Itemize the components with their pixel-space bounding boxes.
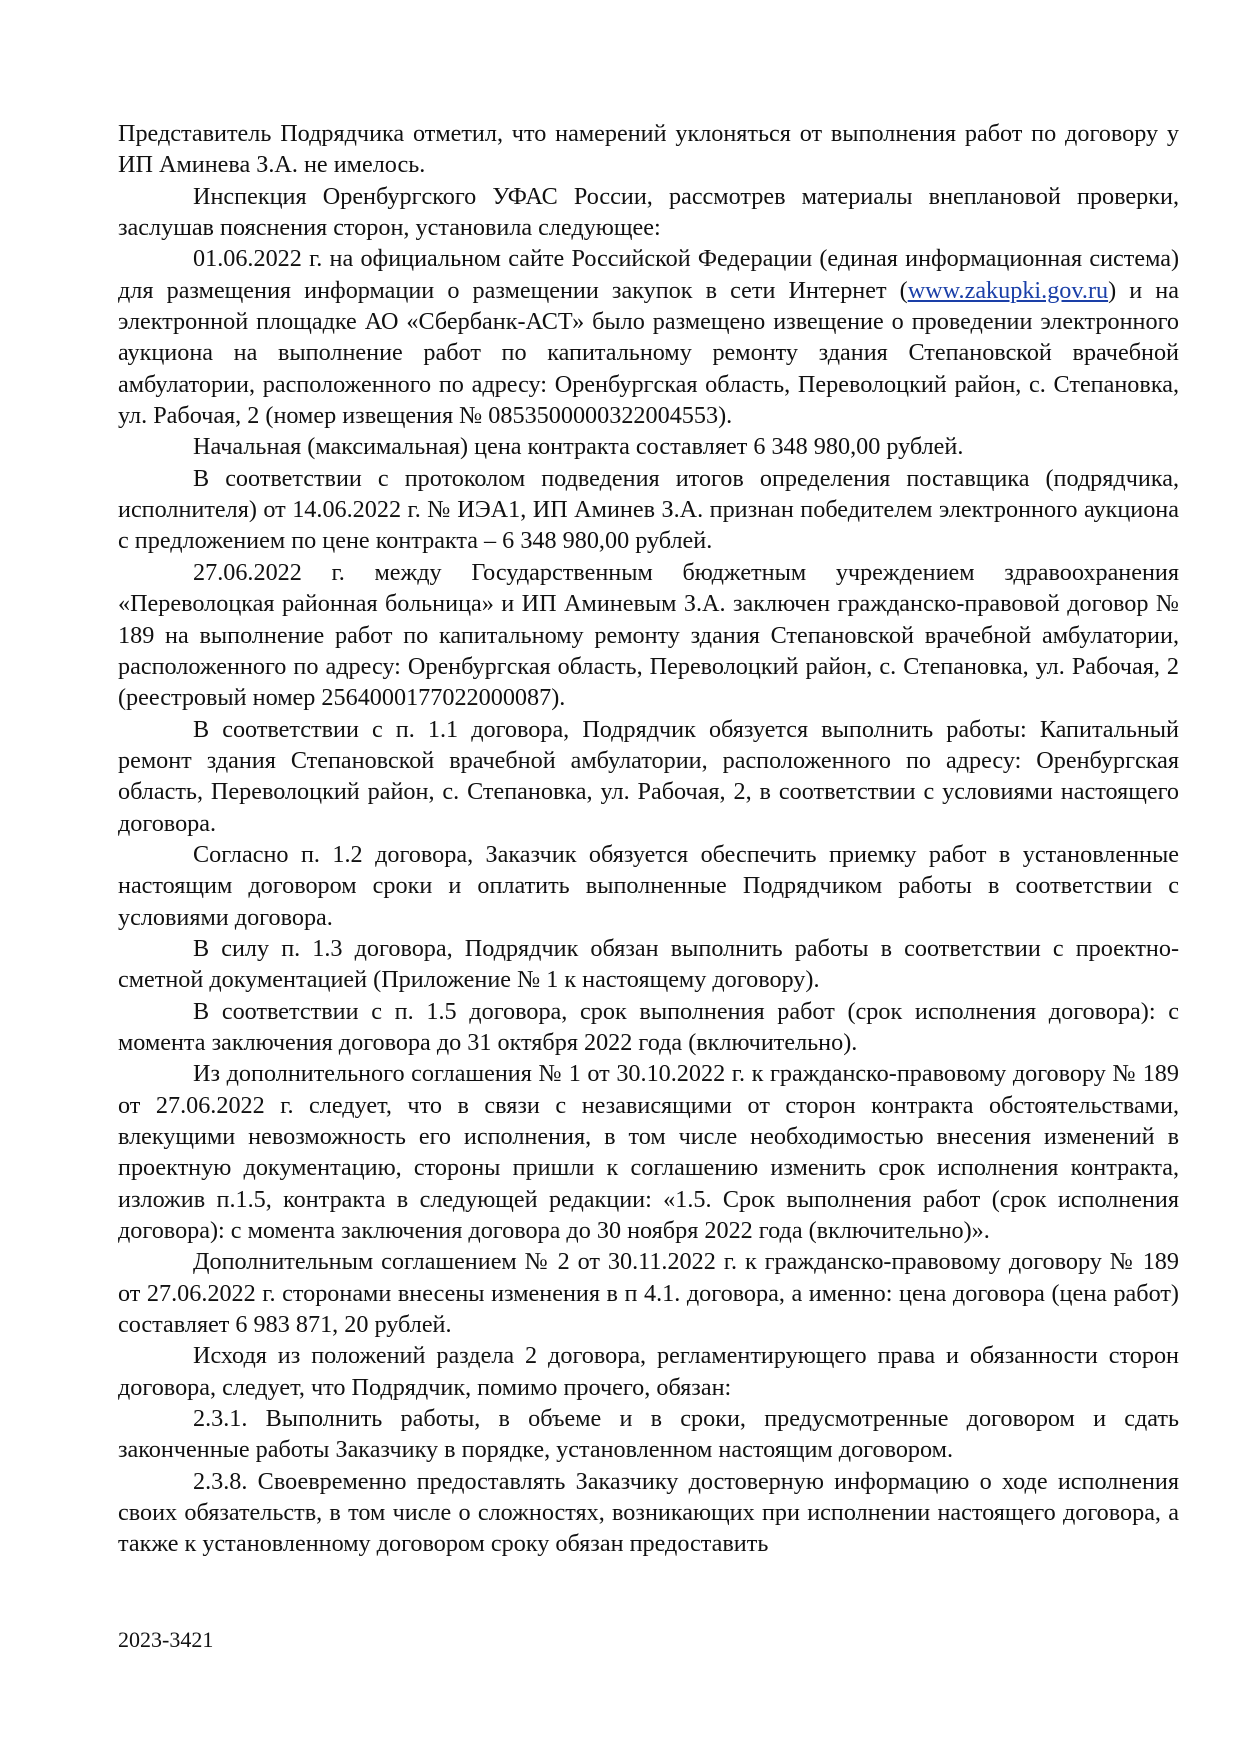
paragraph-7: В соответствии с п. 1.1 договора, Подрядчик обязуется выполнить работы: Капитальный ремонт здания Степановской врачебной амбулатории, расположенного по адресу: Оренбургская область, Переволоцкий район, с. Степановка, ул. Рабочая, 2, в соответствии с условиями настоящего договора. [118, 715, 1179, 837]
paragraph-10: В соответствии с п. 1.5 договора, срок выполнения работ (срок исполнения договора): с момента заключения договора до 31 октября 2022 года (включительно). [118, 997, 1179, 1056]
paragraph-12: Дополнительным соглашением № 2 от 30.11.2022 г. к гражданско-правовому договору № 189 от 27.06.2022 г. сторонами внесены изменения в п 4.1. договора, а именно: цена договора (цена работ) составляет 6 983 871, 20 рублей. [118, 1248, 1179, 1339]
paragraph-1: Представитель Подрядчика отметил, что намерений уклоняться от выполнения работ по договору у ИП Аминева З.А. не имелось. [118, 120, 1179, 179]
paragraph-9: В силу п. 1.3 договора, Подрядчик обязан выполнить работы в соответствии с проектно-сметной документацией (Приложение № 1 к настоящему договору). [118, 934, 1179, 994]
document-body [118, 118, 1179, 1560]
paragraph-3-text-end: ) и на электронной площадке АО «Сбербанк-АСТ» было размещено извещение о проведении электронного аукциона на выполнение работ по капитальному ремонту здания Степановской врачебной амбулатории, расположенного по адресу: Оренбургская область, Переволоцкий район, с. Степановка, ул. Рабочая, 2 (номер извещения № 0853500000322004553). [118, 276, 1179, 430]
paragraph-6: 27.06.2022 г. между Государственным бюджетным учреждением здравоохранения «Переволоцкая районная больница» и ИП Аминевым З.А. заключен гражданско-правовой договор № 189 на выполнение работ по капитальному ремонту здания Степановской врачебной амбулатории, расположенного по адресу: Оренбургская область, Переволоцкий район, с. Степановка, ул. Рабочая, 2 (реестровый номер 2564000177022000087). [118, 558, 1179, 712]
paragraph-15: 2.3.8. Своевременно предоставлять Заказчику достоверную информацию о ходе исполнения своих обязательств, в том числе о сложностях, возникающих при исполнении настоящего договора, а также к установленному договором сроку обязан предоставить [118, 1467, 1179, 1558]
document-code: 2023-3421 [118, 1627, 214, 1652]
paragraph-5: В соответствии с протоколом подведения итогов определения поставщика (подрядчика, исполнителя) от 14.06.2022 г. № ИЭА1, ИП Аминев З.А. признан победителем электронного аукциона с предложением по цене контракта – 6 348 980,00 рублей. [118, 464, 1179, 555]
zakupki-link[interactable]: www.zakupki.gov.ru [907, 276, 1109, 304]
paragraph-8: Согласно п. 1.2 договора, Заказчик обязуется обеспечить приемку работ в установленные настоящим договором сроки и оплатить выполненные Подрядчиком работы в соответствии с условиями договора. [118, 840, 1179, 931]
paragraph-2: Инспекция Оренбургского УФАС России, рассмотрев материалы внеплановой проверки, заслушав пояснения сторон, установила следующее: [118, 182, 1179, 242]
paragraph-14: 2.3.1. Выполнить работы, в объеме и в сроки, предусмотренные договором и сдать законченные работы Заказчику в порядке, установленном настоящим договором. [118, 1405, 1179, 1464]
paragraph-13: Исходя из положений раздела 2 договора, регламентирующего права и обязанности сторон договора, следует, что Подрядчик, помимо прочего, обязан: [118, 1342, 1179, 1401]
paragraph-3-text-start: 01.06.2022 г. на официальном сайте Российской Федерации (единая информационная система) для размещения информации о размещении закупок в сети Интернет ( [118, 245, 1179, 304]
paragraph-3 [118, 243, 1179, 431]
paragraph-11: Из дополнительного соглашения № 1 от 30.10.2022 г. к гражданско-правовому договору № 189 от 27.06.2022 г. следует, что в связи с независящими от сторон контракта обстоятельствами, влекущими невозможность его исполнения, в том числе необходимостью внесения изменений в проектную документацию, стороны пришли к соглашению изменить срок исполнения контракта, изложив п.1.5, контракта в следующей редакции: «1.5. Срок выполнения работ (срок исполнения договора): с момента заключения договора до 30 ноября 2022 года (включительно)». [118, 1060, 1179, 1245]
paragraph-4: Начальная (максимальная) цена контракта составляет 6 348 980,00 рублей. [193, 433, 964, 461]
